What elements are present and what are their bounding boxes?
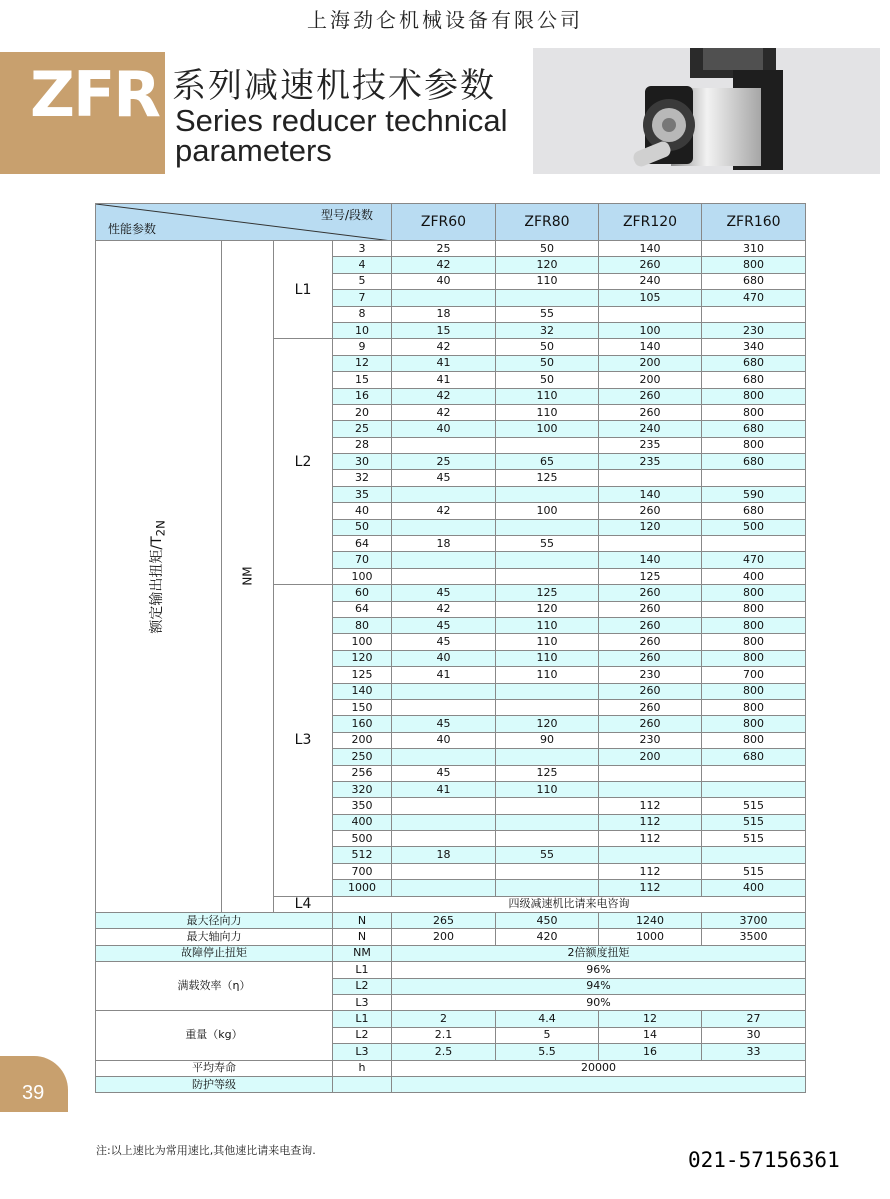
life-value: 20000: [392, 1060, 806, 1076]
value-cell: 260: [599, 601, 702, 617]
value-cell: 25: [392, 454, 496, 470]
value-cell: 800: [702, 650, 806, 666]
torque-label: [150, 520, 168, 633]
efficiency-value: 90%: [392, 994, 806, 1010]
radial-force-unit: N: [333, 913, 392, 929]
value-cell: 2: [392, 1011, 496, 1027]
value-cell: 450: [496, 913, 599, 929]
value-cell: 140: [599, 339, 702, 355]
value-cell: 40: [392, 650, 496, 666]
emergency-torque-label: 故障停止扭矩: [96, 945, 333, 961]
value-cell: 260: [599, 617, 702, 633]
value-cell: 55: [496, 847, 599, 863]
value-cell: 680: [702, 355, 806, 371]
table-row: [96, 1060, 806, 1076]
stage-label: L2: [274, 339, 333, 585]
value-cell: 235: [599, 437, 702, 453]
value-cell: [702, 306, 806, 322]
value-cell: 55: [496, 536, 599, 552]
value-cell: 800: [702, 437, 806, 453]
value-cell: [392, 519, 496, 535]
ratio-cell: 12: [333, 355, 392, 371]
value-cell: 680: [702, 503, 806, 519]
life-unit: h: [333, 1060, 392, 1076]
value-cell: [702, 847, 806, 863]
value-cell: 5.5: [496, 1044, 599, 1060]
value-cell: 260: [599, 699, 702, 715]
value-cell: 680: [702, 749, 806, 765]
value-cell: [496, 552, 599, 568]
ratio-cell: 50: [333, 519, 392, 535]
value-cell: 40: [392, 273, 496, 289]
value-cell: 800: [702, 716, 806, 732]
footnote: 注:以上速比为常用速比,其他速比请来电查询.: [96, 1144, 316, 1157]
model-header: ZFR80: [496, 204, 599, 241]
value-cell: 515: [702, 831, 806, 847]
ratio-cell: 9: [333, 339, 392, 355]
value-cell: [496, 437, 599, 453]
ratio-cell: 150: [333, 699, 392, 715]
company-name: 上海劲仑机械设备有限公司: [307, 8, 583, 32]
value-cell: 200: [599, 749, 702, 765]
value-cell: 90: [496, 732, 599, 748]
ratio-cell: 700: [333, 863, 392, 879]
value-cell: 32: [496, 322, 599, 338]
value-cell: 3500: [702, 929, 806, 945]
value-cell: 2.5: [392, 1044, 496, 1060]
value-cell: 110: [496, 650, 599, 666]
title-english: [175, 103, 508, 168]
value-cell: 45: [392, 470, 496, 486]
ratio-cell: 64: [333, 536, 392, 552]
value-cell: 340: [702, 339, 806, 355]
ratio-cell: 3: [333, 241, 392, 257]
value-cell: 50: [496, 372, 599, 388]
ratio-cell: 30: [333, 454, 392, 470]
value-cell: 470: [702, 552, 806, 568]
value-cell: 42: [392, 339, 496, 355]
value-cell: 515: [702, 863, 806, 879]
ratio-cell: 35: [333, 486, 392, 502]
ratio-cell: 28: [333, 437, 392, 453]
ratio-cell: 256: [333, 765, 392, 781]
value-cell: [599, 765, 702, 781]
value-cell: 45: [392, 634, 496, 650]
table-row: [96, 1076, 806, 1092]
value-cell: 125: [599, 568, 702, 584]
ratio-cell: 8: [333, 306, 392, 322]
value-cell: [599, 306, 702, 322]
value-cell: [392, 814, 496, 830]
value-cell: 680: [702, 372, 806, 388]
ratio-cell: 16: [333, 388, 392, 404]
value-cell: 41: [392, 667, 496, 683]
ratio-cell: 32: [333, 470, 392, 486]
value-cell: [599, 781, 702, 797]
value-cell: [496, 798, 599, 814]
value-cell: 42: [392, 601, 496, 617]
weight-stage: L3: [333, 1044, 392, 1060]
ratio-cell: 80: [333, 617, 392, 633]
table-row: [96, 241, 806, 257]
value-cell: 500: [702, 519, 806, 535]
torque-unit: NM: [240, 566, 255, 586]
value-cell: 515: [702, 798, 806, 814]
weight-stage: L1: [333, 1011, 392, 1027]
value-cell: [496, 519, 599, 535]
spec-body: [96, 204, 806, 1093]
value-cell: 260: [599, 585, 702, 601]
ratio-cell: 4: [333, 257, 392, 273]
value-cell: 400: [702, 880, 806, 896]
ratio-cell: 20: [333, 404, 392, 420]
value-cell: 45: [392, 617, 496, 633]
table-row: [96, 945, 806, 961]
value-cell: 700: [702, 667, 806, 683]
value-cell: 470: [702, 290, 806, 306]
value-cell: [702, 765, 806, 781]
ratio-cell: 5: [333, 273, 392, 289]
value-cell: [496, 568, 599, 584]
value-cell: 260: [599, 650, 702, 666]
value-cell: 140: [599, 486, 702, 502]
value-cell: 680: [702, 273, 806, 289]
value-cell: 15: [392, 322, 496, 338]
torque-label-cell: [96, 241, 222, 913]
value-cell: 240: [599, 273, 702, 289]
value-cell: 200: [599, 372, 702, 388]
ratio-cell: 10: [333, 322, 392, 338]
value-cell: 3700: [702, 913, 806, 929]
value-cell: 230: [702, 322, 806, 338]
page-number: 39: [22, 1082, 45, 1104]
value-cell: [496, 831, 599, 847]
value-cell: 50: [496, 241, 599, 257]
value-cell: 110: [496, 667, 599, 683]
value-cell: 100: [496, 421, 599, 437]
value-cell: 260: [599, 404, 702, 420]
value-cell: 18: [392, 306, 496, 322]
value-cell: 12: [599, 1011, 702, 1027]
reducer-image: [533, 48, 880, 174]
brand-logo: ZFR: [30, 58, 160, 131]
value-cell: 33: [702, 1044, 806, 1060]
value-cell: [496, 683, 599, 699]
value-cell: [496, 699, 599, 715]
value-cell: 45: [392, 716, 496, 732]
value-cell: 140: [599, 552, 702, 568]
value-cell: 120: [496, 716, 599, 732]
ratio-cell: 160: [333, 716, 392, 732]
corner-top-label: 型号/段数: [320, 208, 373, 222]
value-cell: [392, 437, 496, 453]
value-cell: 420: [496, 929, 599, 945]
weight-label: 重量（kg）: [96, 1011, 333, 1060]
l4-note: 四级减速机比请来电咨询: [333, 896, 806, 912]
value-cell: 140: [599, 241, 702, 257]
torque-label-subscript: 2N: [153, 519, 168, 536]
ratio-cell: 500: [333, 831, 392, 847]
value-cell: [702, 470, 806, 486]
value-cell: 260: [599, 634, 702, 650]
ratio-cell: 7: [333, 290, 392, 306]
table-row: [96, 929, 806, 945]
value-cell: 42: [392, 503, 496, 519]
phone-number: 021-57156361: [688, 1148, 840, 1172]
ratio-cell: 100: [333, 634, 392, 650]
value-cell: 110: [496, 617, 599, 633]
ratio-cell: 100: [333, 568, 392, 584]
ratio-cell: 250: [333, 749, 392, 765]
value-cell: 100: [496, 503, 599, 519]
ratio-cell: 350: [333, 798, 392, 814]
value-cell: [392, 749, 496, 765]
value-cell: 41: [392, 781, 496, 797]
corner-header: [96, 204, 392, 241]
table-row: [96, 1011, 806, 1027]
value-cell: 800: [702, 683, 806, 699]
product-photo: [533, 48, 880, 174]
torque-label-text: 额定输出扭矩/T: [148, 535, 165, 634]
value-cell: [702, 536, 806, 552]
value-cell: 42: [392, 404, 496, 420]
ratio-cell: 1000: [333, 880, 392, 896]
value-cell: [392, 699, 496, 715]
value-cell: 40: [392, 421, 496, 437]
value-cell: 590: [702, 486, 806, 502]
value-cell: 100: [599, 322, 702, 338]
value-cell: [496, 486, 599, 502]
model-header: ZFR120: [599, 204, 702, 241]
value-cell: 800: [702, 404, 806, 420]
value-cell: 41: [392, 355, 496, 371]
value-cell: 18: [392, 847, 496, 863]
value-cell: 18: [392, 536, 496, 552]
ratio-cell: 400: [333, 814, 392, 830]
value-cell: 110: [496, 388, 599, 404]
value-cell: 310: [702, 241, 806, 257]
value-cell: 235: [599, 454, 702, 470]
ratio-cell: 70: [333, 552, 392, 568]
value-cell: 1240: [599, 913, 702, 929]
value-cell: 16: [599, 1044, 702, 1060]
value-cell: 120: [496, 257, 599, 273]
value-cell: [599, 470, 702, 486]
value-cell: [392, 486, 496, 502]
value-cell: 1000: [599, 929, 702, 945]
efficiency-value: 94%: [392, 978, 806, 994]
value-cell: 680: [702, 421, 806, 437]
spec-table: [95, 203, 806, 1093]
value-cell: [599, 536, 702, 552]
protection-label: 防护等级: [96, 1076, 333, 1092]
value-cell: 230: [599, 732, 702, 748]
value-cell: [392, 880, 496, 896]
value-cell: 120: [496, 601, 599, 617]
ratio-cell: 125: [333, 667, 392, 683]
value-cell: 260: [599, 716, 702, 732]
value-cell: 125: [496, 585, 599, 601]
ratio-cell: 320: [333, 781, 392, 797]
value-cell: 800: [702, 699, 806, 715]
value-cell: 800: [702, 388, 806, 404]
value-cell: 120: [599, 519, 702, 535]
value-cell: 200: [392, 929, 496, 945]
value-cell: [702, 781, 806, 797]
value-cell: 260: [599, 683, 702, 699]
value-cell: 41: [392, 372, 496, 388]
value-cell: [496, 749, 599, 765]
value-cell: [392, 798, 496, 814]
stage-label: L4: [274, 896, 333, 912]
value-cell: 515: [702, 814, 806, 830]
value-cell: 45: [392, 585, 496, 601]
value-cell: 65: [496, 454, 599, 470]
ratio-cell: 64: [333, 601, 392, 617]
value-cell: 200: [599, 355, 702, 371]
value-cell: 800: [702, 257, 806, 273]
value-cell: [392, 863, 496, 879]
value-cell: 55: [496, 306, 599, 322]
efficiency-stage: L1: [333, 962, 392, 978]
ratio-cell: 512: [333, 847, 392, 863]
value-cell: 125: [496, 470, 599, 486]
value-cell: 5: [496, 1027, 599, 1043]
value-cell: [496, 863, 599, 879]
efficiency-label: 满载效率（η）: [96, 962, 333, 1011]
value-cell: 800: [702, 617, 806, 633]
value-cell: 27: [702, 1011, 806, 1027]
value-cell: 112: [599, 798, 702, 814]
value-cell: [392, 552, 496, 568]
value-cell: 110: [496, 273, 599, 289]
value-cell: 45: [392, 765, 496, 781]
efficiency-value: 96%: [392, 962, 806, 978]
efficiency-stage: L2: [333, 978, 392, 994]
stage-label: L3: [274, 585, 333, 896]
value-cell: 110: [496, 404, 599, 420]
value-cell: 112: [599, 814, 702, 830]
stage-label: L1: [274, 241, 333, 339]
value-cell: 4.4: [496, 1011, 599, 1027]
value-cell: 265: [392, 913, 496, 929]
ratio-cell: 15: [333, 372, 392, 388]
value-cell: 800: [702, 585, 806, 601]
value-cell: 800: [702, 601, 806, 617]
value-cell: 105: [599, 290, 702, 306]
value-cell: 125: [496, 765, 599, 781]
value-cell: 112: [599, 880, 702, 896]
value-cell: 50: [496, 355, 599, 371]
value-cell: 110: [496, 634, 599, 650]
value-cell: [392, 568, 496, 584]
value-cell: 400: [702, 568, 806, 584]
torque-unit-cell: [222, 241, 274, 913]
emergency-torque-unit: NM: [333, 945, 392, 961]
value-cell: [599, 847, 702, 863]
value-cell: [496, 814, 599, 830]
ratio-cell: 120: [333, 650, 392, 666]
weight-stage: L2: [333, 1027, 392, 1043]
value-cell: 800: [702, 732, 806, 748]
protection-unit: [333, 1076, 392, 1092]
value-cell: 42: [392, 388, 496, 404]
axial-force-unit: N: [333, 929, 392, 945]
value-cell: [392, 683, 496, 699]
value-cell: 110: [496, 781, 599, 797]
value-cell: 25: [392, 241, 496, 257]
title-chinese: 系列减速机技术参数: [172, 66, 496, 106]
value-cell: 30: [702, 1027, 806, 1043]
value-cell: 112: [599, 831, 702, 847]
value-cell: [496, 880, 599, 896]
value-cell: 240: [599, 421, 702, 437]
value-cell: 230: [599, 667, 702, 683]
value-cell: 680: [702, 454, 806, 470]
emergency-torque-value: 2倍额度扭矩: [392, 945, 806, 961]
table-row: [96, 913, 806, 929]
value-cell: [392, 831, 496, 847]
value-cell: 14: [599, 1027, 702, 1043]
title-english-line1: Series reducer technical: [175, 103, 508, 138]
value-cell: 50: [496, 339, 599, 355]
value-cell: 42: [392, 257, 496, 273]
ratio-cell: 140: [333, 683, 392, 699]
table-row: [96, 962, 806, 978]
value-cell: [392, 290, 496, 306]
ratio-cell: 25: [333, 421, 392, 437]
life-label: 平均寿命: [96, 1060, 333, 1076]
value-cell: [496, 290, 599, 306]
ratio-cell: 40: [333, 503, 392, 519]
value-cell: 112: [599, 863, 702, 879]
ratio-cell: 200: [333, 732, 392, 748]
radial-force-label: 最大径向力: [96, 913, 333, 929]
value-cell: 40: [392, 732, 496, 748]
value-cell: 2.1: [392, 1027, 496, 1043]
title-english-line2: parameters: [175, 133, 332, 168]
value-cell: 260: [599, 503, 702, 519]
value-cell: 260: [599, 388, 702, 404]
protection-value: [392, 1076, 806, 1092]
ratio-cell: 60: [333, 585, 392, 601]
value-cell: 800: [702, 634, 806, 650]
model-header: ZFR60: [392, 204, 496, 241]
corner-bottom-label: 性能参数: [108, 222, 157, 236]
efficiency-stage: L3: [333, 994, 392, 1010]
model-header: ZFR160: [702, 204, 806, 241]
value-cell: 260: [599, 257, 702, 273]
axial-force-label: 最大轴向力: [96, 929, 333, 945]
